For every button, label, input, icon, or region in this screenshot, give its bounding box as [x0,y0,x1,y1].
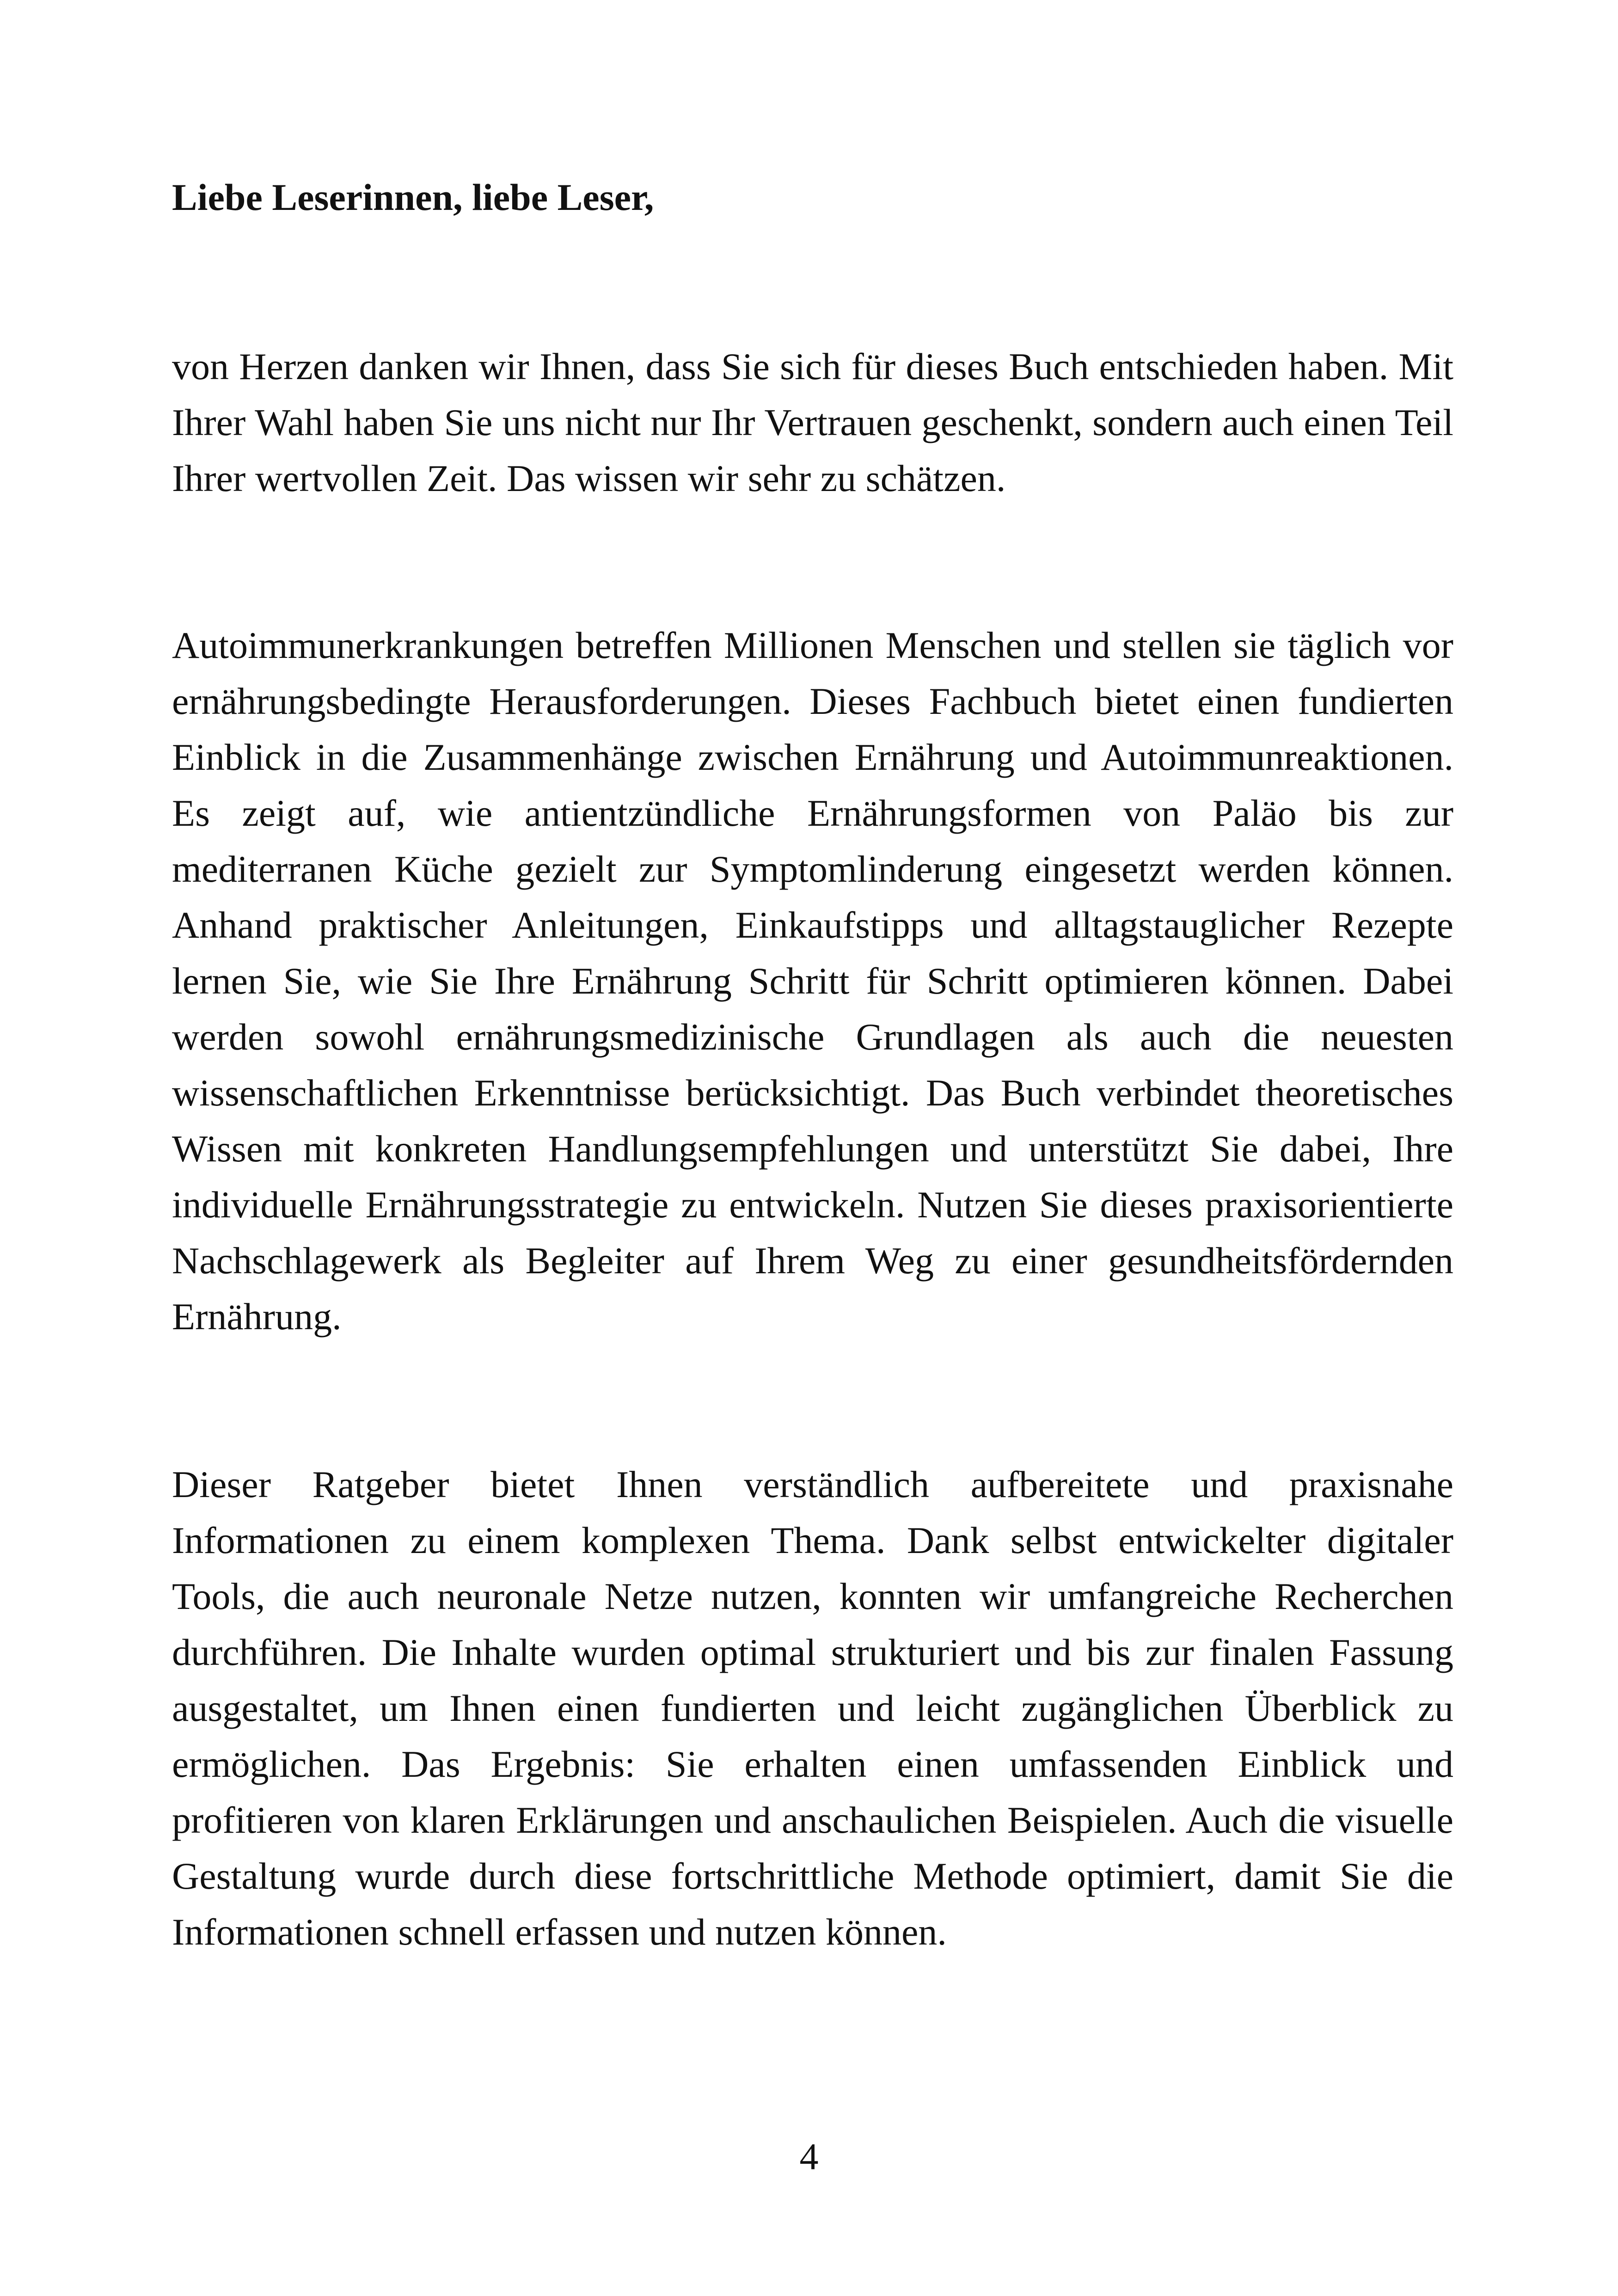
paragraph-book-description: Autoimmunerkrankungen betreffen Millionen Menschen und stellen sie täglich vor ernährungsbedingte Herausforderungen. Dieses Fachbuch bietet einen fundierten Einblick in die Zusammenhänge zwischen Ernährung und Autoimmunreaktionen. Es zeigt auf, wie antientzündliche Ernährungsformen von Paläo bis zur mediterranen Küche gezielt zur Symptomlinderung eingesetzt werden können. Anhand praktischer Anleitungen, Einkaufstipps und alltagstauglicher Rezepte lernen Sie, wie Sie Ihre Ernährung Schritt für Schritt optimieren können. Dabei werden sowohl ernährungsmedizinische Grundlagen als auch die neuesten wissenschaftlichen Erkenntnisse berücksichtigt. Das Buch verbindet theoretisches Wissen mit konkreten Handlungsempfehlungen und unterstützt Sie dabei, Ihre individuelle Ernährungsstrategie zu entwickeln. Nutzen Sie dieses praxisorientierte Nachschlagewerk als Begleiter auf Ihrem Weg zu einer gesundheitsfördernden Ernährung. [172,624,1453,1338]
page-number: 4 [799,2136,819,2178]
paragraph-thanks: von Herzen danken wir Ihnen, dass Sie sich für dieses Buch entschieden haben. Mit Ihrer Wahl haben Sie uns nicht nur Ihr Vertrauen geschenkt, sondern auch einen Teil Ihrer wertvollen Zeit. Das wissen wir sehr zu schätzen. [172,345,1453,499]
paragraph-method-note: Dieser Ratgeber bietet Ihnen verständlich aufbereitete und praxisnahe Informationen zu einem komplexen Thema. Dank selbst entwickelter digitaler Tools, die auch neuronale Netze nutzen, konnten wir umfangreiche Recherchen durchführen. Die Inhalte wurden optimal strukturiert und bis zur finalen Fassung ausgestaltet, um Ihnen einen fundierten und leicht zugänglichen Überblick zu ermöglichen. Das Ergebnis: Sie erhalten einen umfassenden Einblick und profitieren von klaren Erklärungen und anschaulichen Beispielen. Auch die visuelle Gestaltung wurde durch diese fortschrittliche Methode optimiert, damit Sie die Informationen schnell erfassen und nutzen können. [172,1463,1453,1953]
salutation-heading: Liebe Leserinnen, liebe Leser, [172,176,654,218]
